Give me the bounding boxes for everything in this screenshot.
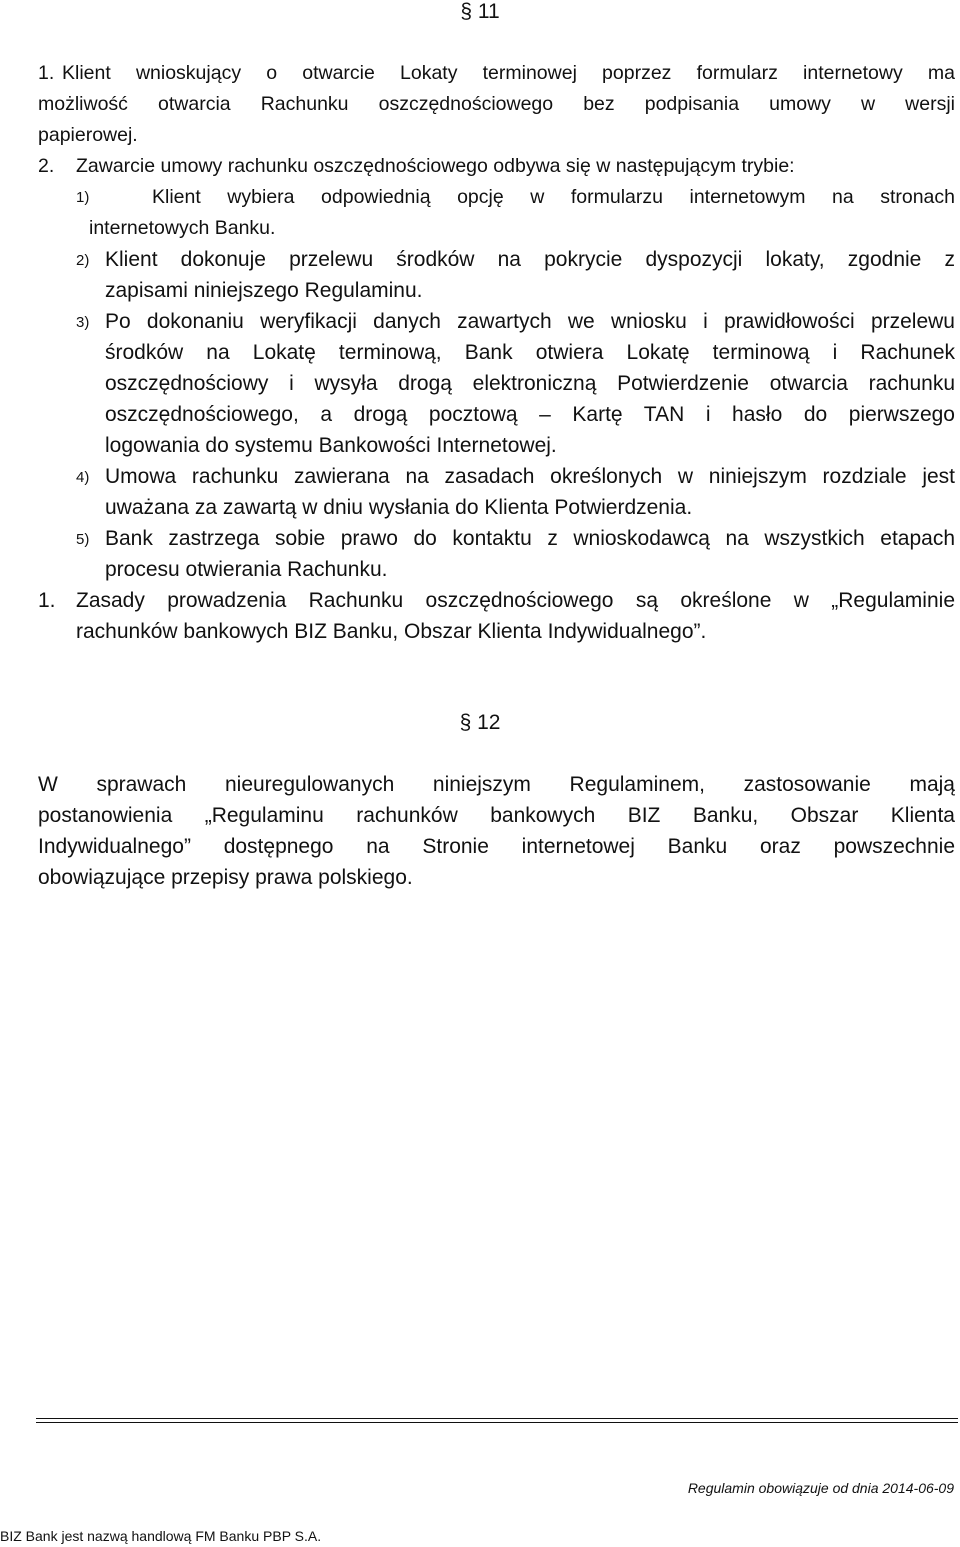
footer-rule-top [36,1418,958,1419]
sub-item-1-line: internetowych Banku. [89,217,276,239]
sub-item-3-line: oszczędnościowego, a drogą pocztową – Kartę TAN i hasło do pierwszego [105,403,955,426]
item-1-line: Klient wnioskujący o otwarcie Lokaty terminowej poprzez formularz internetowy ma [62,62,955,84]
footer-rule-bottom [36,1422,958,1423]
section-12-line: postanowienia „Regulaminu rachunków bankowych BIZ Banku, Obszar Klienta [38,804,955,827]
sub-item-3-line: środków na Lokatę terminową, Bank otwiera Lokatę terminową i Rachunek [105,341,955,364]
sub-item-3-number: 3) [76,314,90,331]
sub-item-3-line: logowania do systemu Bankowości Internetowej. [105,434,557,457]
section-12-heading: § 12 [459,711,501,734]
item-1-number: 1. [38,62,55,84]
brand-note: BIZ Bank jest nazwą handlową FM Banku PBP S.A. [0,1528,322,1544]
item-1-line: papierowej. [38,124,138,146]
sub-item-3-line: oszczędnościowy i wysyła drogą elektroniczną Potwierdzenie otwarcia rachunku [105,372,955,395]
sub-item-4-number: 4) [76,469,90,486]
sub-item-4-line: Umowa rachunku zawierana na zasadach określonych w niniejszym rozdziale jest [105,465,955,488]
sub-item-1-line: Klient wybiera odpowiednią opcję w formularzu internetowym na stronach [152,186,955,208]
sub-item-2-number: 2) [76,252,90,269]
section-12-line: W sprawach nieuregulowanych niniejszym Regulaminem, zastosowanie mają [38,773,955,796]
section-12-line: Indywidualnego” dostępnego na Stronie internetowej Banku oraz powszechnie [38,835,955,858]
item-1-line: możliwość otwarcia Rachunku oszczędnościowego bez podpisania umowy w wersji [38,93,955,115]
effective-date-note: Regulamin obowiązuje od dnia 2014-06-09 [687,1480,954,1496]
section-11-heading: § 11 [460,0,500,23]
sub-item-4-line: uważana za zawartą w dniu wysłania do Klienta Potwierdzenia. [105,496,693,519]
sub-item-1-number: 1) [76,189,90,206]
sub-item-3-line: Po dokonaniu weryfikacji danych zawartych we wniosku i prawidłowości przelewu [105,310,955,333]
sub-item-5-line: procesu otwierania Rachunku. [105,558,388,581]
section-12-line: obowiązujące przepisy prawa polskiego. [38,866,413,889]
sub-item-5-number: 5) [76,531,90,548]
sub-item-2-line: zapisami niniejszego Regulaminu. [105,279,423,302]
sub-item-2-line: Klient dokonuje przelewu środków na pokrycie dyspozycji lokaty, zgodnie z [105,248,955,271]
item-2-line: Zawarcie umowy rachunku oszczędnościowego odbywa się w następującym trybie: [76,155,795,177]
item-3-line: rachunków bankowych BIZ Banku, Obszar Klienta Indywidualnego”. [76,620,707,643]
sub-item-5-line: Bank zastrzega sobie prawo do kontaktu z wnioskodawcą na wszystkich etapach [105,527,955,550]
item-3-line: Zasady prowadzenia Rachunku oszczędnościowego są określone w „Regulaminie [76,589,955,612]
item-3-number: 1. [38,589,56,612]
item-2-number: 2. [38,155,55,177]
